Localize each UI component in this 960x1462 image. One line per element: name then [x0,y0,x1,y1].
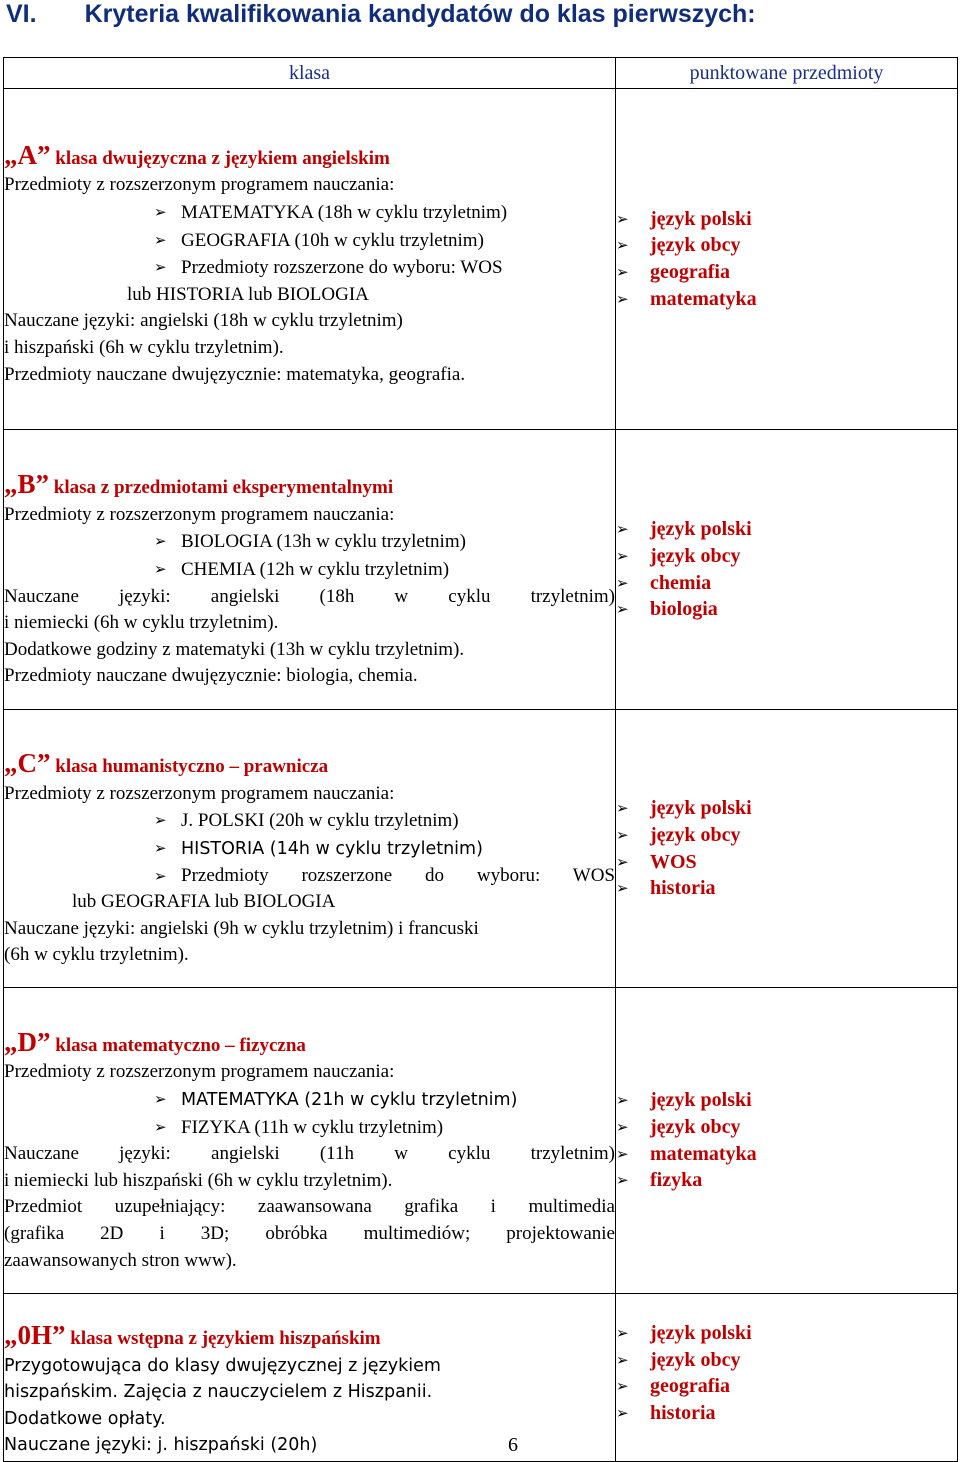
scored-subject: ➢ język obcy [616,822,957,849]
desc-line: Nauczane języki: j. hiszpański (20h) [4,1435,318,1456]
desc-text: BIOLOGIA (13h w cyklu trzyletnim) [181,531,466,553]
scored-subject: ➢ język polski [616,1320,957,1347]
class-letter-a: „A” [4,139,51,170]
arrowhead-bullet-icon: ➢ [616,1144,629,1163]
arrowhead-bullet-icon: ➢ [616,573,629,592]
class-letter-0h: „0H” [4,1320,66,1351]
scored-subject: ➢ język obcy [616,543,957,570]
arrowhead-bullet-icon: ➢ [154,866,167,885]
bullet-line [4,835,615,863]
arrowhead-bullet-icon: ➢ [616,879,629,898]
arrowhead-bullet-icon: ➢ [616,236,629,255]
arrowhead-bullet-icon: ➢ [616,546,629,565]
class-name-a: klasa dwujęzyczna z językiem angielskim [55,147,390,169]
desc-line: zaawansowanych stron www). [4,1249,237,1271]
class-name-b: klasa z przedmiotami eksperymentalnymi [53,477,394,499]
scored-subjects-c [616,710,958,988]
class-title-b [4,471,615,502]
bullet-line [4,863,615,890]
scored-subject: ➢ język polski [616,1087,957,1114]
section-heading [6,0,756,29]
class-row-d [4,988,958,1294]
desc-line: Przygotowująca do klasy dwujęzycznej z językiem [4,1355,441,1376]
class-letter-b: „B” [4,469,50,500]
scored-subject: ➢ geografia [616,1373,957,1400]
scored-subject: ➢ chemia [616,570,957,597]
bullet-line [4,254,615,282]
class-name-0h: klasa wstępna z językiem hiszpańskim [70,1328,381,1350]
desc-text: GEOGRAFIA (10h w cyklu trzyletnim) [181,229,484,251]
scored-subject: ➢ historia [616,1400,957,1427]
scored-subject: ➢ język polski [616,795,957,822]
arrowhead-bullet-icon: ➢ [616,209,629,228]
scored-subject: ➢ język obcy [616,1347,957,1374]
class-description-c [4,710,616,988]
scored-subject: ➢ WOS [616,849,957,876]
arrowhead-bullet-icon: ➢ [616,1324,629,1342]
class-name-c: klasa humanistyczno – prawnicza [55,756,329,778]
class-description-a [4,89,616,430]
class-name-d: klasa matematyczno – fizyczna [55,1034,306,1056]
desc-line: Przedmioty z rozszerzonym programem nauczania: [4,174,395,196]
class-description-b [4,430,616,710]
scored-subject: ➢ język obcy [616,232,957,259]
bullet-line [4,227,615,255]
arrowhead-bullet-icon: ➢ [616,600,629,619]
arrowhead-bullet-icon: ➢ [616,1350,629,1369]
desc-text: Przedmioty rozszerzone do wyboru: WOS [181,257,503,279]
scored-subject: ➢ biologia [616,596,957,623]
class-title-c [4,750,615,781]
desc-line: Dodatkowe opłaty. [4,1408,166,1429]
desc-line: i niemiecki (6h w cyklu trzyletnim). [4,612,279,634]
desc-line: (6h w cyklu trzyletnim). [4,944,189,966]
scored-subjects-d [616,988,958,1294]
desc-line: lub HISTORIA lub BIOLOGIA [127,283,369,305]
class-row-c [4,710,958,988]
scored-subject: ➢ język obcy [616,1114,957,1141]
section-title: Kryteria kwalifikowania kandydatów do klas pierwszych: [84,0,756,28]
arrowhead-bullet-icon: ➢ [616,1171,629,1190]
scored-subject: ➢ geografia [616,259,957,286]
table-header-row [4,58,958,89]
class-row-b [4,430,958,710]
desc-line: Nauczane języki: angielski (18h w cyklu trzyletnim) [4,310,403,332]
header-punktowane-przedmioty: punktowane przedmioty [616,58,958,89]
arrowhead-bullet-icon: ➢ [616,263,629,281]
desc-line: hiszpańskim. Zajęcia z nauczycielem z Hiszpanii. [4,1382,433,1403]
page-number: 6 [508,1434,518,1456]
desc-text: Przedmioty rozszerzone do wyboru: WOS [181,864,615,886]
arrowhead-bullet-icon: ➢ [154,1117,167,1136]
desc-line: Dodatkowe godziny z matematyki (13h w cyklu trzyletnim). [4,638,465,660]
desc-text: HISTORIA (14h w cyklu trzyletnim) [181,838,483,859]
scored-subjects-b [616,430,958,710]
arrowhead-bullet-icon: ➢ [154,559,167,578]
scored-subject: ➢ język polski [616,516,957,543]
arrowhead-bullet-icon: ➢ [154,203,167,222]
arrowhead-bullet-icon: ➢ [154,838,167,857]
desc-line: Przedmiot uzupełniający: zaawansowana grafika i multimedia [4,1196,615,1218]
class-row-a [4,89,958,430]
arrowhead-bullet-icon: ➢ [154,258,167,277]
header-klasa: klasa [4,58,616,89]
desc-text: MATEMATYKA (21h w cyklu trzyletnim) [181,1090,518,1111]
section-number: VI. [6,0,37,28]
scored-subject: ➢ matematyka [616,286,957,313]
class-description-0h [4,1294,616,1462]
bullet-line [4,528,615,556]
desc-line: Przedmioty z rozszerzonym programem nauczania: [4,782,395,804]
desc-line: Nauczane języki: angielski (18h w cyklu trzyletnim) [4,585,615,607]
desc-line: Nauczane języki: angielski (9h w cyklu trzyletnim) i francuski [4,917,479,939]
bullet-line [4,1086,615,1114]
desc-text: MATEMATYKA (18h w cyklu trzyletnim) [181,202,508,224]
arrowhead-bullet-icon: ➢ [154,230,167,249]
desc-line: lub GEOGRAFIA lub BIOLOGIA [72,891,336,913]
arrowhead-bullet-icon: ➢ [616,1117,629,1136]
bullet-line [4,807,615,835]
arrowhead-bullet-icon: ➢ [616,1091,629,1110]
scored-subject: ➢ fizyka [616,1167,957,1194]
bullet-line [4,199,615,227]
desc-line: i niemiecki lub hiszpański (6h w cyklu trzyletnim). [4,1169,393,1191]
desc-text: FIZYKA (11h w cyklu trzyletnim) [181,1116,444,1138]
desc-line: (grafika 2D i 3D; obróbka multimediów; projektowanie [4,1222,615,1244]
desc-line: i hiszpański (6h w cyklu trzyletnim). [4,336,284,358]
arrowhead-bullet-icon: ➢ [616,799,629,818]
desc-line: Przedmioty nauczane dwujęzycznie: biologia, chemia. [4,665,418,687]
criteria-table [3,57,958,1462]
scored-subject: ➢ język polski [616,206,957,233]
scored-subjects-a [616,89,958,430]
class-title-a [4,139,615,173]
bullet-line [4,556,615,584]
scored-subject: ➢ matematyka [616,1141,957,1168]
desc-line: Przedmioty z rozszerzonym programem nauczania: [4,503,395,525]
scored-subjects-0h [616,1294,958,1462]
arrowhead-bullet-icon: ➢ [616,1403,629,1422]
arrowhead-bullet-icon: ➢ [616,1377,629,1396]
desc-line: Przedmioty z rozszerzonym programem nauczania: [4,1061,395,1083]
desc-text: CHEMIA (12h w cyklu trzyletnim) [181,558,450,580]
bullet-line [4,1114,615,1142]
arrowhead-bullet-icon: ➢ [616,825,629,844]
class-letter-c: „C” [4,748,51,779]
arrowhead-bullet-icon: ➢ [154,532,167,551]
desc-line: Przedmioty nauczane dwujęzycznie: matematyka, geografia. [4,363,466,385]
scored-subject: ➢ historia [616,875,957,902]
arrowhead-bullet-icon: ➢ [616,852,629,871]
class-letter-d: „D” [4,1026,51,1057]
class-title-d [4,1026,615,1060]
class-description-d [4,988,616,1294]
arrowhead-bullet-icon: ➢ [154,811,167,830]
class-row-0h [4,1294,958,1462]
desc-text: J. POLSKI (20h w cyklu trzyletnim) [181,810,459,832]
desc-line: Nauczane języki: angielski (11h w cyklu trzyletnim) [4,1143,615,1165]
arrowhead-bullet-icon: ➢ [616,520,629,539]
arrowhead-bullet-icon: ➢ [154,1090,167,1109]
class-title-0h [4,1322,615,1353]
arrowhead-bullet-icon: ➢ [616,289,629,308]
